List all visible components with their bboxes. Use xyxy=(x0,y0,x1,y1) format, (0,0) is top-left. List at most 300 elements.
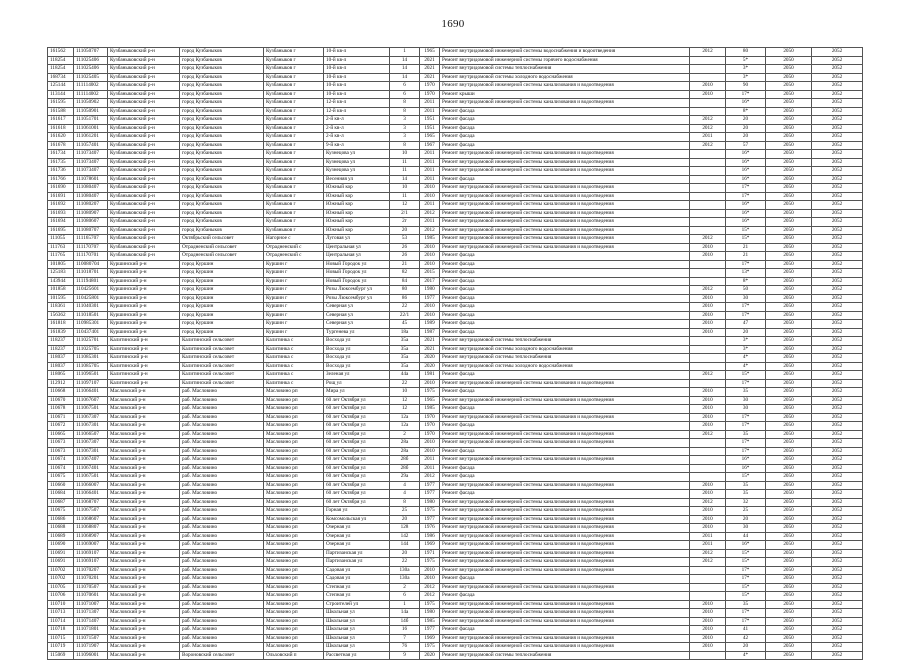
cell-end-year: 2052 xyxy=(812,439,863,448)
cell-municipality: город Куршин xyxy=(180,277,264,286)
cell-id: 125144 xyxy=(48,82,74,91)
cell-id: 110672 xyxy=(48,422,74,431)
cell-municipality: раб. Масловино xyxy=(180,532,264,541)
cell-wear: 30 xyxy=(726,396,766,405)
cell-district: Кузбаныковский р-н xyxy=(108,150,180,159)
cell-municipality: раб. Масловино xyxy=(180,430,264,439)
cell-house: 20 xyxy=(390,226,420,235)
cell-wear: 42 xyxy=(726,634,766,643)
cell-end-year: 2052 xyxy=(812,269,863,278)
cell-house: 7 xyxy=(390,634,420,643)
table-row xyxy=(48,235,863,244)
cell-code: 111070601 xyxy=(74,592,108,601)
cell-wear: 16* xyxy=(726,209,766,218)
cell-district: Масловский р-н xyxy=(108,498,180,507)
table-row xyxy=(48,524,863,533)
table-row xyxy=(48,90,863,99)
cell-code: 111018501 xyxy=(74,311,108,320)
cell-wear: 21 xyxy=(726,252,766,261)
cell-work-type: Ремонт внутридомовой инженерной системы канализования и водоотведения xyxy=(440,600,690,609)
cell-code: 111073407 xyxy=(74,167,108,176)
cell-municipality: город Кузбаныков xyxy=(180,90,264,99)
cell-work-type: Ремонт фасада xyxy=(440,320,690,329)
cell-code: 111078601 xyxy=(74,175,108,184)
cell-municipality: раб. Масловино xyxy=(180,609,264,618)
cell-locality: Масловино рп xyxy=(264,600,324,609)
cell-code: 111050707 xyxy=(74,48,108,57)
cell-district: Кузбаныковский р-н xyxy=(108,226,180,235)
cell-year: 2020 xyxy=(420,362,440,371)
cell-house: 12 xyxy=(390,405,420,414)
cell-end-year: 2052 xyxy=(812,379,863,388)
cell-work-type: Ремонт внутридомовой инженерной системы канализования и водоотведения xyxy=(440,218,690,227)
cell-municipality: Отрадненский сельсовет xyxy=(180,252,264,261)
cell-municipality: раб. Масловино xyxy=(180,481,264,490)
cell-work-type: Ремонт внутридомовой инженерной системы канализования и водоотведения xyxy=(440,82,690,91)
cell-municipality: город Кузбаныков xyxy=(180,65,264,74)
cell-code: 111025405 xyxy=(74,73,108,82)
cell-house: 8 xyxy=(390,141,420,150)
cell-municipality: раб. Масловино xyxy=(180,473,264,482)
table-row xyxy=(48,116,863,125)
cell-locality: Кузбаныков г xyxy=(264,226,324,235)
cell-district: Калитинский р-н xyxy=(108,371,180,380)
cell-last-repair: 2010 xyxy=(690,294,726,303)
cell-house: 9 xyxy=(390,651,420,660)
cell-municipality: город Кузбаныков xyxy=(180,184,264,193)
cell-street: Кузнецова ул xyxy=(324,150,390,159)
cell-last-repair xyxy=(690,337,726,346)
cell-work-type: Ремонт фасада xyxy=(440,175,690,184)
cell-start-year: 2050 xyxy=(766,430,812,439)
cell-municipality: раб. Масловино xyxy=(180,456,264,465)
cell-work-type: Ремонт внутридомовой инженерной системы канализования и водоотведения xyxy=(440,507,690,516)
cell-id: 161562 xyxy=(48,48,74,57)
cell-work-type: Ремонт внутридомовой системы холодного водоснабжения xyxy=(440,73,690,82)
cell-district: Масловский р-н xyxy=(108,549,180,558)
cell-locality: Кузбаныков г xyxy=(264,116,324,125)
cell-locality: Калитинка с xyxy=(264,337,324,346)
cell-last-repair: 2010 xyxy=(690,388,726,397)
cell-house: 2/1 xyxy=(390,209,420,218)
cell-end-year: 2052 xyxy=(812,107,863,116)
cell-district: Масловский р-н xyxy=(108,651,180,660)
cell-id: 110684 xyxy=(48,490,74,499)
cell-last-repair xyxy=(690,362,726,371)
cell-id: 110688 xyxy=(48,524,74,533)
cell-wear: 15* xyxy=(726,583,766,592)
cell-district: Калитинский р-н xyxy=(108,337,180,346)
cell-start-year: 2050 xyxy=(766,209,812,218)
cell-locality: Масловино рп xyxy=(264,541,324,550)
cell-locality: Куршин г xyxy=(264,328,324,337)
cell-id: 110675 xyxy=(48,473,74,482)
cell-last-repair xyxy=(690,592,726,601)
cell-district: Куршинский р-н xyxy=(108,286,180,295)
table-row xyxy=(48,379,863,388)
cell-year: 1986 xyxy=(420,532,440,541)
cell-start-year: 2050 xyxy=(766,337,812,346)
cell-id: 110673 xyxy=(48,447,74,456)
cell-start-year: 2050 xyxy=(766,48,812,57)
cell-municipality: раб. Масловино xyxy=(180,634,264,643)
cell-code: 111114002 xyxy=(74,90,108,99)
cell-id: 156362 xyxy=(48,311,74,320)
table-row xyxy=(48,515,863,524)
cell-locality: Куршин г xyxy=(264,277,324,286)
cell-end-year: 2052 xyxy=(812,634,863,643)
cell-wear: 50 xyxy=(726,286,766,295)
cell-end-year: 2052 xyxy=(812,422,863,431)
cell-last-repair: 2010 xyxy=(690,243,726,252)
cell-street: Северная ул xyxy=(324,320,390,329)
cell-municipality: город Кузбаныков xyxy=(180,218,264,227)
cell-year: 1980 xyxy=(420,609,440,618)
cell-wear: 16* xyxy=(726,541,766,550)
cell-year: 2011 xyxy=(420,99,440,108)
cell-house: 3 xyxy=(390,124,420,133)
cell-house: 2 xyxy=(390,430,420,439)
cell-house: 76 xyxy=(390,643,420,652)
table-row xyxy=(48,48,863,57)
cell-id: 110686 xyxy=(48,515,74,524)
cell-year: 2020 xyxy=(420,354,440,363)
cell-start-year: 2050 xyxy=(766,643,812,652)
cell-last-repair xyxy=(690,447,726,456)
cell-district: Кузбаныковский р-н xyxy=(108,82,180,91)
cell-end-year: 2052 xyxy=(812,141,863,150)
cell-municipality: Калитинский сельсовет xyxy=(180,371,264,380)
cell-locality: Кузбаныков г xyxy=(264,133,324,142)
cell-work-type: Ремонт внутридомовой инженерной системы канализования и водоотведения xyxy=(440,226,690,235)
cell-end-year: 2052 xyxy=(812,277,863,286)
cell-last-repair: 2012 xyxy=(690,430,726,439)
cell-district: Кузбаныковский р-н xyxy=(108,235,180,244)
table-row xyxy=(48,209,863,218)
cell-municipality: город Кузбаныков xyxy=(180,167,264,176)
cell-end-year: 2052 xyxy=(812,592,863,601)
cell-wear: 17* xyxy=(726,311,766,320)
cell-start-year: 2050 xyxy=(766,507,812,516)
table-row xyxy=(48,498,863,507)
data-table xyxy=(47,47,863,660)
cell-district: Кузбаныковский р-н xyxy=(108,133,180,142)
cell-last-repair xyxy=(690,439,726,448)
cell-municipality: город Кузбаныков xyxy=(180,82,264,91)
cell-house: 3 xyxy=(390,116,420,125)
cell-year: 2011 xyxy=(420,456,440,465)
cell-locality: Кузбаныков г xyxy=(264,141,324,150)
cell-locality: Куршин г xyxy=(264,303,324,312)
cell-street: 2-й кв-л xyxy=(324,124,390,133)
cell-end-year: 2052 xyxy=(812,617,863,626)
cell-work-type: Ремонт внутридомовой инженерной системы канализования и водоотведения xyxy=(440,617,690,626)
cell-locality: Масловино рп xyxy=(264,634,324,643)
cell-end-year: 2052 xyxy=(812,294,863,303)
cell-municipality: город Кузбаныков xyxy=(180,133,264,142)
cell-house: 3 xyxy=(390,133,420,142)
cell-end-year: 2052 xyxy=(812,354,863,363)
cell-work-type: Ремонт внутридомовой системы холодного водоснабжения xyxy=(440,362,690,371)
cell-house: 6 xyxy=(390,592,420,601)
cell-municipality: город Кузбаныков xyxy=(180,141,264,150)
cell-start-year: 2050 xyxy=(766,396,812,405)
cell-work-type: Ремонт фасада xyxy=(440,490,690,499)
cell-last-repair xyxy=(690,107,726,116)
cell-code: 111073407 xyxy=(74,158,108,167)
cell-end-year: 2052 xyxy=(812,201,863,210)
cell-work-type: Ремонт фасада xyxy=(440,311,690,320)
cell-municipality: город Куршин xyxy=(180,328,264,337)
cell-code: 110437401 xyxy=(74,328,108,337)
table-row xyxy=(48,150,863,159)
cell-id: 110660 xyxy=(48,481,74,490)
cell-municipality: раб. Масловино xyxy=(180,439,264,448)
cell-start-year: 2050 xyxy=(766,345,812,354)
cell-id: 110715 xyxy=(48,634,74,643)
table-row xyxy=(48,447,863,456)
cell-street: 12-й кв-л xyxy=(324,107,390,116)
cell-street: Восхода ул xyxy=(324,337,390,346)
cell-house: 28а xyxy=(390,439,420,448)
cell-last-repair xyxy=(690,566,726,575)
cell-work-type: Ремонт внутридомовой инженерной системы горячего водоснабжения xyxy=(440,56,690,65)
table-row xyxy=(48,439,863,448)
cell-locality: Масловино рп xyxy=(264,617,324,626)
cell-code: 111170701 xyxy=(74,252,108,261)
cell-year: 2010 xyxy=(420,303,440,312)
cell-district: Калитинский р-н xyxy=(108,345,180,354)
cell-wear: 3* xyxy=(726,73,766,82)
cell-work-type: Ремонт внутридомовой системы теплоснабжения xyxy=(440,354,690,363)
cell-municipality: раб. Масловино xyxy=(180,566,264,575)
cell-year: 2012 xyxy=(420,592,440,601)
cell-start-year: 2050 xyxy=(766,575,812,584)
cell-work-type: Ремонт фасада xyxy=(440,133,690,142)
cell-municipality: раб. Масловино xyxy=(180,549,264,558)
cell-work-type: Ремонт фасада xyxy=(440,464,690,473)
cell-last-repair: 2011 xyxy=(690,133,726,142)
cell-end-year: 2052 xyxy=(812,226,863,235)
cell-code: 111057401 xyxy=(74,141,108,150)
cell-code: 111170707 xyxy=(74,243,108,252)
cell-year: 2010 xyxy=(420,192,440,201)
cell-street: 60 лет Октября ул xyxy=(324,473,390,482)
cell-start-year: 2050 xyxy=(766,133,812,142)
cell-wear: 41 xyxy=(726,626,766,635)
cell-end-year: 2052 xyxy=(812,490,863,499)
cell-end-year: 2052 xyxy=(812,541,863,550)
cell-street: Розы Люксембург ул xyxy=(324,294,390,303)
cell-last-repair: 2010 xyxy=(690,515,726,524)
cell-work-type: Ремонт внутридомовой инженерной системы канализования и водоотведения xyxy=(440,558,690,567)
cell-work-type: Ремонт внутридомовой инженерной системы канализования и водоотведения xyxy=(440,379,690,388)
cell-locality: Кузбаныков г xyxy=(264,99,324,108)
cell-street: Партизанская ул xyxy=(324,549,390,558)
cell-year: 1970 xyxy=(420,413,440,422)
cell-locality: Масловино рп xyxy=(264,549,324,558)
cell-year: 1970 xyxy=(420,422,440,431)
cell-end-year: 2052 xyxy=(812,609,863,618)
cell-last-repair: 2012 xyxy=(690,48,726,57)
table-row xyxy=(48,303,863,312)
cell-end-year: 2052 xyxy=(812,430,863,439)
cell-year: 2011 xyxy=(420,464,440,473)
cell-code: 111097107 xyxy=(74,379,108,388)
cell-id: 110691 xyxy=(48,549,74,558)
cell-end-year: 2052 xyxy=(812,311,863,320)
cell-start-year: 2050 xyxy=(766,439,812,448)
cell-street: 10-й кв-л xyxy=(324,65,390,74)
cell-year: 2021 xyxy=(420,56,440,65)
cell-id: 110713 xyxy=(48,609,74,618)
cell-start-year: 2050 xyxy=(766,379,812,388)
cell-end-year: 2052 xyxy=(812,413,863,422)
cell-district: Масловский р-н xyxy=(108,473,180,482)
cell-work-type: Ремонт внутридомовой инженерной системы канализования и водоотведения xyxy=(440,184,690,193)
cell-district: Куршинский р-н xyxy=(108,328,180,337)
table-row xyxy=(48,532,863,541)
cell-wear: 3* xyxy=(726,337,766,346)
cell-id: 161691 xyxy=(48,192,74,201)
cell-work-type: Ремонт внутридомовой инженерной системы канализования и водоотведения xyxy=(440,498,690,507)
cell-start-year: 2050 xyxy=(766,184,812,193)
cell-district: Кузбаныковский р-н xyxy=(108,184,180,193)
cell-municipality: раб. Масловино xyxy=(180,490,264,499)
table-row xyxy=(48,558,863,567)
cell-locality: Кузбаныков г xyxy=(264,48,324,57)
cell-municipality: раб. Масловино xyxy=(180,507,264,516)
cell-district: Куршинский р-н xyxy=(108,260,180,269)
cell-work-type: Ремонт фасада xyxy=(440,116,690,125)
cell-year: 1987 xyxy=(420,328,440,337)
cell-last-repair: 2010 xyxy=(690,252,726,261)
cell-id: 101595 xyxy=(48,294,74,303)
cell-work-type: Ремонт фасада xyxy=(440,473,690,482)
cell-municipality: раб. Масловино xyxy=(180,405,264,414)
cell-street: Партизанская ул xyxy=(324,558,390,567)
cell-house: 18а xyxy=(390,328,420,337)
cell-locality: Калитинка с xyxy=(264,345,324,354)
cell-id: 161694 xyxy=(48,218,74,227)
table-row xyxy=(48,133,863,142)
cell-locality: Кузбаныков г xyxy=(264,158,324,167)
cell-start-year: 2050 xyxy=(766,447,812,456)
table-row xyxy=(48,626,863,635)
cell-district: Масловский р-н xyxy=(108,405,180,414)
cell-street: Южный кор xyxy=(324,218,390,227)
cell-code: 111025406 xyxy=(74,56,108,65)
cell-id: 161693 xyxy=(48,209,74,218)
cell-house: 130а xyxy=(390,566,420,575)
cell-work-type: Ремонт внутридомовой инженерной системы канализования и водоотведения xyxy=(440,396,690,405)
cell-last-repair xyxy=(690,651,726,660)
cell-street: Южный кор xyxy=(324,226,390,235)
cell-year: 2010 xyxy=(420,184,440,193)
cell-house: 11 xyxy=(390,167,420,176)
cell-locality: Масловино рп xyxy=(264,643,324,652)
cell-code: 111066401 xyxy=(74,388,108,397)
cell-street: Луговая ул xyxy=(324,235,390,244)
cell-wear: 32 xyxy=(726,498,766,507)
cell-district: Масловский р-н xyxy=(108,430,180,439)
cell-code: 111070201 xyxy=(74,575,108,584)
cell-locality: Масловино рп xyxy=(264,558,324,567)
cell-id: 110665 xyxy=(48,430,74,439)
cell-end-year: 2052 xyxy=(812,150,863,159)
cell-district: Масловский р-н xyxy=(108,515,180,524)
cell-street: Озерная ул xyxy=(324,524,390,533)
cell-locality: Масловино рп xyxy=(264,524,324,533)
cell-district: Масловский р-н xyxy=(108,583,180,592)
cell-house: 14а xyxy=(390,609,420,618)
cell-municipality: город Кузбаныков xyxy=(180,175,264,184)
cell-work-type: Ремонт фасада xyxy=(440,294,690,303)
cell-id: 161692 xyxy=(48,201,74,210)
cell-code: 111080407 xyxy=(74,192,108,201)
cell-code: 111066507 xyxy=(74,430,108,439)
cell-start-year: 2050 xyxy=(766,354,812,363)
cell-wear: 30 xyxy=(726,524,766,533)
cell-house: 144 xyxy=(390,541,420,550)
cell-district: Кузбаныковский р-н xyxy=(108,107,180,116)
cell-end-year: 2052 xyxy=(812,328,863,337)
table-row xyxy=(48,651,863,660)
cell-district: Куршинский р-н xyxy=(108,277,180,286)
cell-code: 111080907 xyxy=(74,209,108,218)
cell-locality: Кузбаныков г xyxy=(264,90,324,99)
cell-id: 110719 xyxy=(48,643,74,652)
cell-wear: 17* xyxy=(726,184,766,193)
cell-wear: 16* xyxy=(726,99,766,108)
cell-id: 118237 xyxy=(48,345,74,354)
table-row xyxy=(48,337,863,346)
cell-start-year: 2050 xyxy=(766,73,812,82)
cell-year: 1970 xyxy=(420,430,440,439)
cell-house: 45 xyxy=(390,320,420,329)
cell-year: 1971 xyxy=(420,549,440,558)
cell-house: 20 xyxy=(390,515,420,524)
cell-id: 118037 xyxy=(48,362,74,371)
cell-district: Масловский р-н xyxy=(108,609,180,618)
cell-municipality: раб. Масловино xyxy=(180,422,264,431)
cell-id: 161736 xyxy=(48,167,74,176)
cell-year: 2010 xyxy=(420,566,440,575)
cell-work-type: Ремонт фасада xyxy=(440,388,690,397)
cell-id: 110691 xyxy=(48,558,74,567)
cell-work-type: Ремонт фасада xyxy=(440,592,690,601)
cell-street: Новый Городок ул xyxy=(324,260,390,269)
cell-code: 111080207 xyxy=(74,201,108,210)
cell-work-type: Ремонт крыши xyxy=(440,90,690,99)
cell-house: 12а xyxy=(390,413,420,422)
cell-street: Рощ ул xyxy=(324,379,390,388)
table-row xyxy=(48,583,863,592)
cell-start-year: 2050 xyxy=(766,549,812,558)
cell-start-year: 2050 xyxy=(766,226,812,235)
cell-district: Масловский р-н xyxy=(108,464,180,473)
cell-locality: Кузбаныков г xyxy=(264,218,324,227)
table-row xyxy=(48,82,863,91)
cell-district: Кузбаныковский р-н xyxy=(108,243,180,252)
cell-year: 1985 xyxy=(420,405,440,414)
cell-locality: Куршин г xyxy=(264,294,324,303)
cell-id: 110671 xyxy=(48,413,74,422)
cell-work-type: Ремонт внутридомовой инженерной системы канализования и водоотведения xyxy=(440,235,690,244)
cell-start-year: 2050 xyxy=(766,99,812,108)
cell-municipality: Вороновский сельсовет xyxy=(180,651,264,660)
cell-end-year: 2052 xyxy=(812,371,863,380)
